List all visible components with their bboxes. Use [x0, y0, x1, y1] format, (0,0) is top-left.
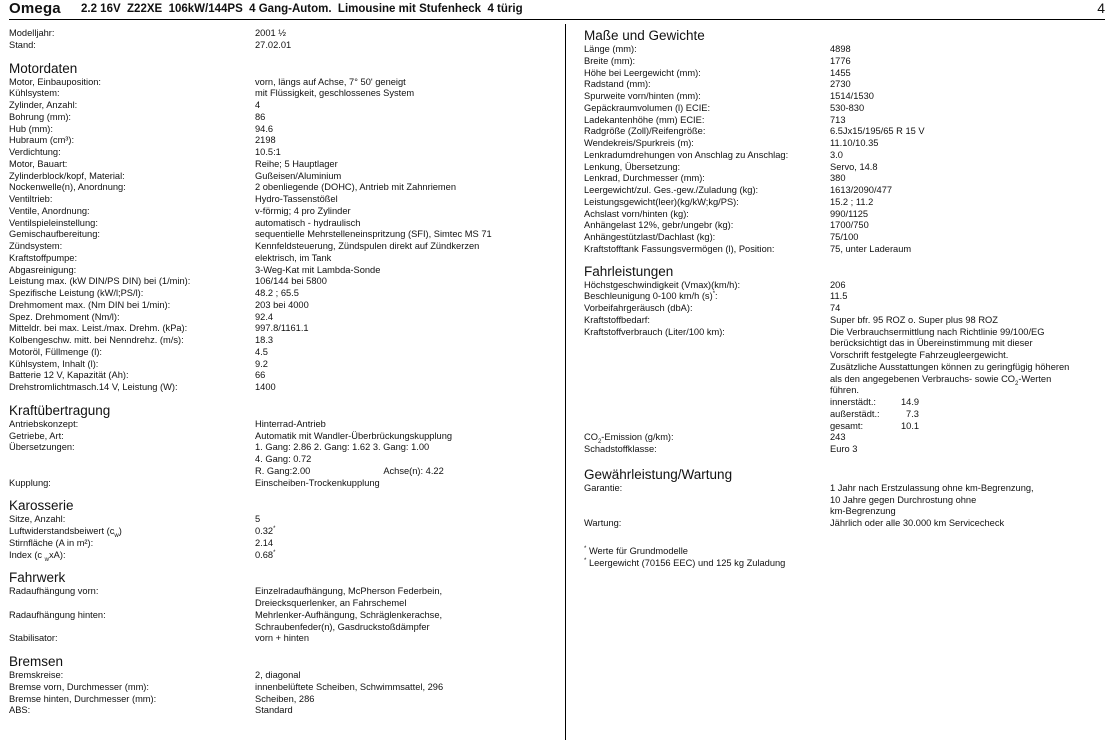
spec-row [584, 91, 1106, 103]
spec-value: 1455 [830, 67, 851, 78]
spec-label: Bremskreise: [9, 670, 64, 680]
spec-label: Motor, Bauart: [9, 158, 68, 169]
spec-label: Bohrung (mm): [9, 111, 71, 122]
spec-label: Kraftstoffbedarf: [584, 314, 650, 325]
spec-value: 106/144 bei 5800 [255, 276, 327, 287]
spec-label: Drehmoment max. (Nm DIN bei 1/min): [9, 299, 171, 310]
spec-row [9, 135, 557, 147]
spec-value: 2001 ½ [255, 28, 287, 38]
consumption-note: führen. [830, 385, 859, 396]
spec-row [584, 56, 1106, 68]
spec-row [9, 538, 557, 550]
axle-ratio: Achse(n): 4.22 [383, 465, 444, 476]
spec-row [9, 229, 557, 241]
spec-value: Einscheiben-Trockenkupplung [255, 477, 380, 488]
spec-value: 380 [830, 173, 846, 184]
spec-row [9, 312, 557, 324]
spec-label: Wartung: [584, 518, 622, 528]
spec-label: Zylinder, Anzahl: [9, 100, 78, 110]
spec-value: Standard [255, 705, 293, 716]
section-title-gewaehrleistung: Gewährleistung/Wartung [584, 466, 733, 482]
spec-label: Spez. Drehmoment (Nm/l): [9, 311, 120, 322]
masse-list [584, 44, 1106, 256]
spec-label: Leistungsgewicht(leer)(kg/kW;kg/PS): [584, 196, 739, 207]
motordaten-list [9, 77, 557, 394]
spec-value: 997.8/1161.1 [255, 323, 309, 334]
section-title-karosserie: Karosserie [9, 498, 74, 514]
spec-value: innenbelüftete Scheiben, Schwimmsattel, 296 [255, 681, 444, 692]
spec-label: Lenkrad, Durchmesser (mm): [584, 173, 705, 184]
spec-value: 10 Jahre gegen Durchrostung ohne [830, 494, 977, 505]
spec-label: Index (c $_w$xA): [9, 549, 66, 563]
spec-value: 2.14 [255, 537, 274, 548]
kraftuebertragung-list [9, 419, 557, 443]
spec-label: Gemischaufbereitung: [9, 229, 100, 240]
spec-row [9, 442, 557, 454]
spec-value: 1400 [255, 382, 276, 392]
consumption-row [584, 409, 1106, 421]
footnote: * Werte für Grundmodelle [584, 545, 688, 556]
spec-label: Radstand (mm): [584, 79, 651, 90]
spec-row [9, 670, 557, 682]
spec-row [9, 526, 557, 538]
section-title-motordaten: Motordaten [9, 60, 78, 76]
spec-label: Stand: [9, 39, 36, 50]
spec-value: 15.2 ; 11.2 [830, 196, 874, 207]
spec-value: 1613/2090/477 [830, 185, 893, 195]
spec-row [9, 124, 557, 136]
spec-value: 6.5Jx15/195/65 R 15 V [830, 126, 925, 137]
consumption-note: als den angegebenen Verbrauchs- sowie $CO_2$-Werten [830, 373, 1052, 387]
spec-value: automatisch - hydraulisch [255, 217, 361, 228]
spec-row [9, 253, 557, 265]
spec-value: Super bfr. 95 ROZ o. Super plus 98 ROZ [830, 314, 998, 325]
reverse-gear: R. Gang:2.00 [255, 465, 311, 476]
spec-row [9, 478, 557, 490]
spec-row [584, 173, 1106, 185]
footnote: * Leergewicht (70156 EEC) und 125 kg Zuladung [584, 557, 786, 568]
spec-value: vorn + hinten [255, 633, 310, 644]
spec-label: Wendekreis/Spurkreis (m): [584, 138, 694, 148]
section-title-bremsen: Bremsen [9, 654, 64, 669]
spec-label: Übersetzungen: [9, 442, 75, 453]
spec-row [584, 315, 1106, 327]
spec-value: 27.02.01 [255, 39, 292, 50]
spec-value: Gußeisen/Aluminium [255, 170, 342, 181]
spec-row [584, 303, 1106, 315]
spec-row [9, 610, 557, 622]
spec-row [584, 103, 1106, 115]
spec-label: Motor, Einbauposition: [9, 76, 101, 87]
spec-label: Spezifische Leistung (kW/l;PS/l): [9, 288, 144, 298]
spec-label: Mitteldr. bei max. Leist./max. Drehm. (kPa): [9, 323, 188, 334]
spec-value: 3-Weg-Kat mit Lambda-Sonde [255, 264, 381, 275]
spec-row [9, 100, 557, 112]
spec-label: Ventile, Anordnung: [9, 205, 90, 216]
spec-value: vorn, längs auf Achse, 7° 50' geneigt [255, 76, 406, 87]
spec-value: 243 [830, 432, 846, 443]
spec-label: Kupplung: [9, 477, 51, 488]
spec-row [584, 432, 1106, 444]
spec-value: 74 [830, 303, 841, 313]
spec-label: Leistung max. (kW DIN/PS DIN) bei (1/min): [9, 276, 191, 287]
spec-value: 2, diagonal [255, 670, 301, 680]
spec-label: Kühlsystem, Inhalt (l): [9, 358, 99, 369]
spec-label: Zylinderblock/kopf, Material: [9, 170, 125, 181]
model-description: 2.2 16V Z22XE 106kW/144PS 4 Gang-Autom. Limousine mit Stufenheck 4 türig [81, 3, 523, 15]
spec-row [9, 300, 557, 312]
spec-row [9, 112, 557, 124]
spec-value: 66 [255, 370, 266, 381]
spec-row-continuation [9, 598, 557, 610]
consumption-label: innerstädt.: [830, 397, 876, 407]
consumption-value: 7.3 [906, 408, 919, 419]
spec-row [9, 586, 557, 598]
spec-row [9, 705, 557, 717]
spec-value: 1700/750 [830, 220, 869, 231]
spec-value: Kennfeldsteuerung, Zündspulen direkt auf Zündkerzen [255, 241, 480, 251]
consumption-value: 14.9 [901, 397, 920, 407]
spec-value: 75, unter Laderaum [830, 243, 912, 254]
spec-label: Höchstgeschwindigkeit (Vmax)(km/h): [584, 279, 741, 290]
spec-value: 1. Gang: 2.86 2. Gang: 1.62 3. Gang: 1.00 [255, 442, 430, 453]
spec-value: 2 obenliegende (DOHC), Antrieb mit Zahnriemen [255, 182, 457, 193]
consumption-note: berücksichtigt das in Übereinstimmung mit dieser [830, 338, 1033, 349]
spec-label: Bremse vorn, Durchmesser (mm): [9, 681, 149, 692]
intro-block [9, 28, 557, 52]
spec-label: Leergewicht/zul. Ges.-gew./Zuladung (kg): [584, 185, 759, 195]
spec-label: Beschleunigung 0-100 km/h (s)*: [584, 291, 718, 302]
spec-row [584, 209, 1106, 221]
spec-value: 2730 [830, 79, 851, 90]
spec-value: 203 bei 4000 [255, 299, 309, 310]
spec-label: Lenkung, Übersetzung: [584, 161, 681, 172]
spec-row [9, 633, 557, 645]
spec-value: 206 [830, 279, 846, 290]
section-title-fahrwerk: Fahrwerk [9, 570, 66, 586]
spec-value: 4898 [830, 44, 851, 54]
spec-label: Ventiltrieb: [9, 194, 53, 204]
consumption-value: 10.1 [901, 420, 920, 431]
fahrwerk-list [9, 586, 557, 645]
spec-value: 48.2 ; 65.5 [255, 288, 299, 298]
spec-value: 990/1125 [830, 208, 869, 219]
spec-value: 5 [255, 514, 261, 525]
spec-label: Zündsystem: [9, 241, 63, 251]
spec-value: 75/100 [830, 232, 859, 242]
spec-value: elektrisch, im Tank [255, 252, 332, 263]
spec-value: 11.5 [830, 291, 848, 302]
spec-row [9, 77, 557, 89]
spec-value: 4 [255, 100, 261, 110]
spec-label: Hub (mm): [9, 123, 53, 134]
spec-value: 9.2 [255, 358, 268, 369]
model-name: Omega [9, 0, 61, 17]
spec-label: Abgasreinigung: [9, 264, 77, 275]
spec-label: Radaufhängung hinten: [9, 609, 106, 620]
spec-label: Kraftstoffverbrauch (Liter/100 km): [584, 326, 725, 337]
spec-row [584, 79, 1106, 91]
spec-row [584, 483, 1106, 495]
spec-row [584, 518, 1106, 530]
spec-value [255, 466, 444, 478]
spec-row [584, 115, 1106, 127]
spec-row [584, 162, 1106, 174]
spec-label: Schadstoffklasse: [584, 444, 657, 454]
spec-row [584, 68, 1106, 80]
spec-row [584, 327, 1106, 339]
spec-row [584, 220, 1106, 232]
spec-label: Verdichtung: [9, 147, 61, 157]
spec-value: 4.5 [255, 346, 268, 357]
spec-label: Ventilspieleinstellung: [9, 217, 98, 228]
consumption-row [584, 397, 1106, 409]
spec-label: Motoröl, Füllmenge (l): [9, 346, 102, 357]
spec-label: Batterie 12 V, Kapazität (Ah): [9, 370, 129, 381]
left-column [9, 28, 557, 717]
spec-row [9, 241, 557, 253]
spec-value: 18.3 [255, 335, 274, 345]
spec-label: Garantie: [584, 482, 623, 493]
spec-value: sequentielle Mehrstelleneinspritzung (SFI), Simtec MS 71 [255, 229, 492, 240]
spec-row [584, 150, 1106, 162]
spec-row [9, 454, 557, 466]
spec-label: Anhängelast 12%, gebr/ungebr (kg): [584, 220, 734, 231]
spec-value: 3.0 [830, 149, 843, 160]
spec-row [584, 280, 1106, 292]
spec-value: 713 [830, 114, 846, 125]
spec-row [9, 265, 557, 277]
spec-row [9, 359, 557, 371]
spec-row [584, 444, 1106, 456]
spec-row [9, 550, 557, 562]
spec-value: Reihe; 5 Hauptlager [255, 158, 338, 169]
spec-row [9, 182, 557, 194]
spec-row [9, 694, 557, 706]
spec-label: ABS: [9, 705, 31, 716]
spec-label: Kühlsystem: [9, 88, 60, 99]
spec-row [584, 44, 1106, 56]
spec-label: Lenkradumdrehungen von Anschlag zu Anschlag: [584, 149, 789, 160]
spec-row [584, 197, 1106, 209]
spec-row [584, 126, 1106, 138]
spec-value: v-förmig; 4 pro Zylinder [255, 205, 351, 216]
spec-row [9, 682, 557, 694]
spec-value: Die Verbrauchsermittlung nach Richtlinie 99/100/EG [830, 326, 1045, 337]
spec-value: 86 [255, 111, 266, 122]
spec-row [9, 276, 557, 288]
spec-label: Achslast vorn/hinten (kg): [584, 208, 689, 219]
spec-value: km-Begrenzung [830, 506, 896, 517]
spec-value: Mehrlenker-Aufhängung, Schräglenkerachse, [255, 609, 443, 620]
spec-row [584, 291, 1106, 303]
spec-label: Drehstromlichtmasch.14 V, Leistung (W): [9, 382, 178, 392]
page-number: 4 [1097, 0, 1105, 16]
spec-row [9, 288, 557, 300]
spec-label: Getriebe, Art: [9, 430, 64, 441]
spec-row [9, 419, 557, 431]
spec-value: Automatik mit Wandler-Überbrückungskupplung [255, 430, 453, 441]
spec-label: Sitze, Anzahl: [9, 514, 66, 525]
section-title-masse: Maße und Gewichte [584, 28, 705, 43]
spec-row [584, 138, 1106, 150]
spec-row [584, 244, 1106, 256]
spec-label: Radgröße (Zoll)/Reifengröße: [584, 126, 706, 137]
spec-row [584, 185, 1106, 197]
spec-row-continuation [9, 622, 557, 634]
spec-value: 2198 [255, 135, 276, 146]
spec-row [9, 171, 557, 183]
spec-row [9, 370, 557, 382]
section-title-fahrleistungen: Fahrleistungen [584, 263, 674, 279]
spec-row [9, 466, 557, 478]
spec-label: Kraftstofftank Fassungsvermögen (l), Position: [584, 243, 775, 254]
spec-value: 0.32* [255, 525, 276, 536]
spec-value: Euro 3 [830, 444, 858, 454]
spec-value: 94.6 [255, 123, 274, 134]
spec-row [9, 382, 557, 394]
spec-label: Ladekantenhöhe (mm) ECIE: [584, 114, 705, 125]
spec-label: Bremse hinten, Durchmesser (mm): [9, 693, 157, 704]
spec-value: 4. Gang: 0.72 [255, 454, 312, 464]
spec-row [9, 40, 557, 52]
spec-value: Hydro-Tassenstößel [255, 194, 338, 204]
spec-value: Dreiecksquerlenker, an Fahrschemel [255, 598, 407, 608]
column-divider [565, 24, 566, 740]
spec-value: mit Flüssigkeit, geschlossenes System [255, 88, 415, 99]
spec-value: 1776 [830, 55, 851, 66]
spec-value: 1514/1530 [830, 91, 874, 101]
spec-label: Kraftstoffpumpe: [9, 252, 78, 263]
spec-value: Einzelradaufhängung, McPherson Federbein, [255, 586, 443, 597]
spec-label: Breite (mm): [584, 55, 636, 66]
page-header [9, 0, 1105, 20]
section-title-kraftuebertragung: Kraftübertragung [9, 402, 111, 418]
spec-row [9, 28, 557, 40]
spec-value: Schraubenfeder(n), Gasdruckstoßdämpfer [255, 621, 430, 632]
consumption-label: gesamt: [830, 420, 864, 431]
spec-value: 1 Jahr nach Erstzulassung ohne km-Begrenzung, [830, 482, 1034, 493]
spec-row [9, 88, 557, 100]
spec-row [9, 335, 557, 347]
spec-label: Stirnfläche (A in m²): [9, 537, 94, 548]
consumption-row [584, 421, 1106, 433]
spec-value: 10.5:1 [255, 147, 281, 157]
spec-value: Jährlich oder alle 30.000 km Servicecheck [830, 518, 1005, 528]
consumption-note: Zusätzliche Ausstattungen können zu geringfügig höheren [830, 361, 1070, 372]
spec-label: $CO_2$-Emission (g/km): [584, 432, 674, 446]
spec-label: Anhängestützlast/Dachlast (kg): [584, 232, 716, 242]
spec-label: Spurweite vorn/hinten (mm): [584, 91, 701, 101]
spec-label: Stabilisator: [9, 633, 58, 644]
spec-row [9, 431, 557, 443]
spec-label: Gepäckraumvolumen (l) ECIE: [584, 102, 711, 113]
spec-label: Hubraum (cm³): [9, 135, 75, 146]
spec-label: Vorbeifahrgeräusch (dbA): [584, 303, 693, 313]
spec-value: Servo, 14.8 [830, 161, 878, 172]
spec-label: Nockenwelle(n), Anordnung: [9, 182, 126, 193]
spec-value: 11.10/10.35 [830, 138, 879, 148]
spec-label: Modelljahr: [9, 28, 55, 38]
spec-row [9, 218, 557, 230]
spec-label: Antriebskonzept: [9, 418, 79, 429]
spec-row [9, 194, 557, 206]
spec-row [9, 323, 557, 335]
spec-value: Hinterrad-Antrieb [255, 418, 326, 429]
spec-value: Scheiben, 286 [255, 693, 315, 704]
spec-row [9, 147, 557, 159]
spec-row [584, 232, 1106, 244]
consumption-note: Vorschrift festgelegte Fahrzeugleergewicht. [830, 350, 1009, 360]
spec-label: Höhe bei Leergewicht (mm): [584, 67, 701, 78]
spec-label: Länge (mm): [584, 44, 637, 54]
spec-label: Luftwiderstandsbeiwert $(c_w)$ [9, 526, 122, 539]
spec-value: 530-830 [830, 102, 865, 113]
spec-value: 92.4 [255, 311, 274, 322]
right-column [584, 28, 1106, 569]
bremsen-list [9, 670, 557, 717]
spec-label: Kolbengeschw. mitt. bei Nenndrehz. (m/s): [9, 335, 184, 345]
spec-row [9, 159, 557, 171]
consumption-label: außerstädt.: [830, 408, 880, 419]
spec-value: 0.68* [255, 549, 276, 560]
spec-label: Radaufhängung vorn: [9, 586, 99, 597]
spec-row [9, 206, 557, 218]
spec-row [9, 347, 557, 359]
spec-row [9, 514, 557, 526]
